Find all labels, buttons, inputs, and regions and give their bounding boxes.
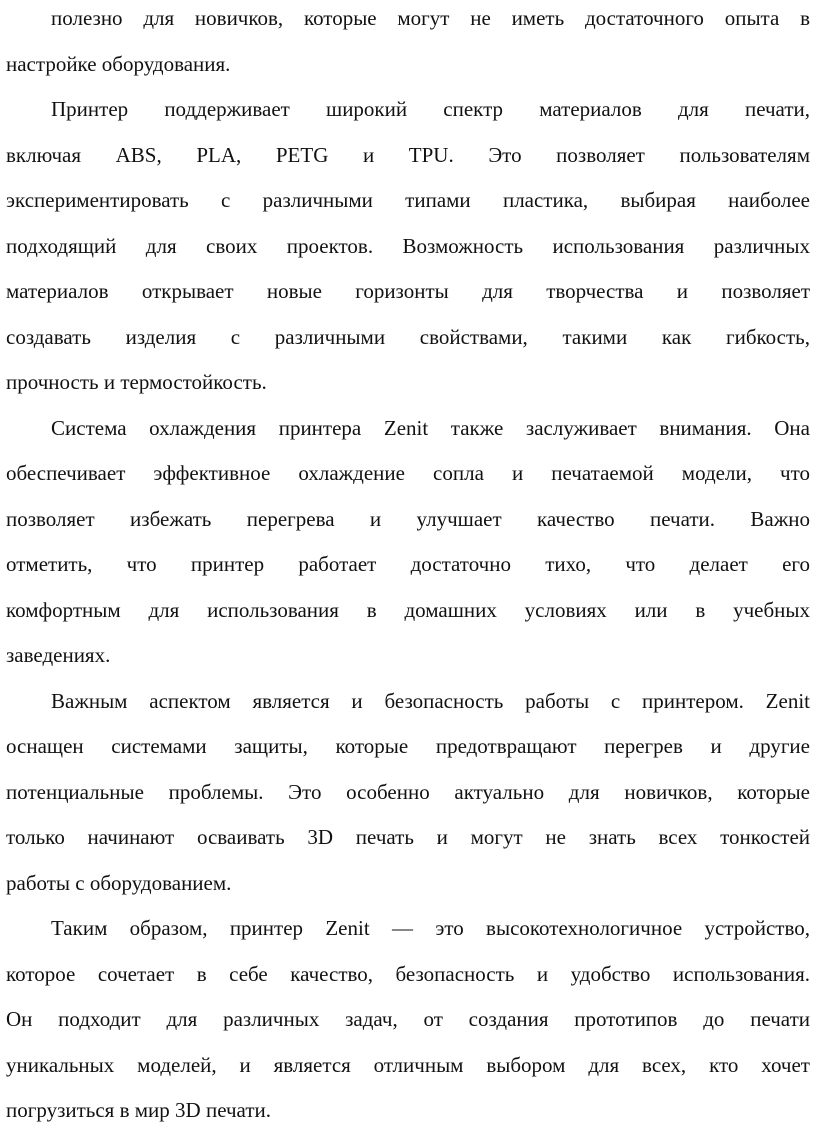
text-line: подходящий для своих проектов. Возможность использования различных: [6, 233, 810, 258]
text-line: отметить, что принтер работает достаточно тихо, что делает его: [6, 552, 810, 576]
document-body: [6, 0, 810, 1134]
text-line: погрузиться в мир 3D печати.: [6, 1098, 271, 1122]
text-line: Таким образом, принтер Zenit — это высокотехнологичное устройство,: [51, 916, 810, 940]
text-line: Система охлаждения принтера Zenit также заслуживает внимания. Она: [51, 415, 810, 440]
text-line: материалов открывает новые горизонты для творчества и позволяет: [6, 279, 810, 303]
text-line: Важным аспектом является и безопасность работы с принтером. Zenit: [51, 688, 810, 713]
text-line: полезно для новичков, которые могут не иметь достаточного опыта в: [51, 6, 810, 30]
text-line: которое сочетает в себе качество, безопасность и удобство использования.: [6, 961, 810, 986]
text-line: прочность и термостойкость.: [6, 370, 267, 394]
text-line: заведениях.: [6, 643, 111, 667]
text-line: потенциальные проблемы. Это особенно актуально для новичков, которые: [6, 779, 810, 804]
text-line: комфортным для использования в домашних условиях или в учебных: [6, 597, 810, 622]
text-line: обеспечивает эффективное охлаждение сопла и печатаемой модели, что: [6, 461, 810, 485]
text-line: экспериментировать с различными типами пластика, выбирая наиболее: [6, 188, 810, 212]
text-line: Принтер поддерживает широкий спектр материалов для печати,: [51, 97, 810, 121]
text-line: работы с оборудованием.: [6, 870, 232, 895]
text-line: создавать изделия с различными свойствами, такими как гибкость,: [6, 324, 810, 349]
text-line: настройке оборудования.: [6, 51, 231, 76]
text-line: позволяет избежать перегрева и улучшает качество печати. Важно: [6, 506, 810, 531]
text-line: только начинают осваивать 3D печать и могут не знать всех тонкостей: [6, 825, 810, 849]
text-line: уникальных моделей, и является отличным выбором для всех, кто хочет: [6, 1052, 810, 1077]
text-line: Он подходит для различных задач, от создания прототипов до печати: [6, 1007, 810, 1031]
text-line: оснащен системами защиты, которые предотвращают перегрев и другие: [6, 734, 810, 758]
text-line: включая ABS, PLA, PETG и TPU. Это позволяет пользователям: [6, 142, 810, 167]
